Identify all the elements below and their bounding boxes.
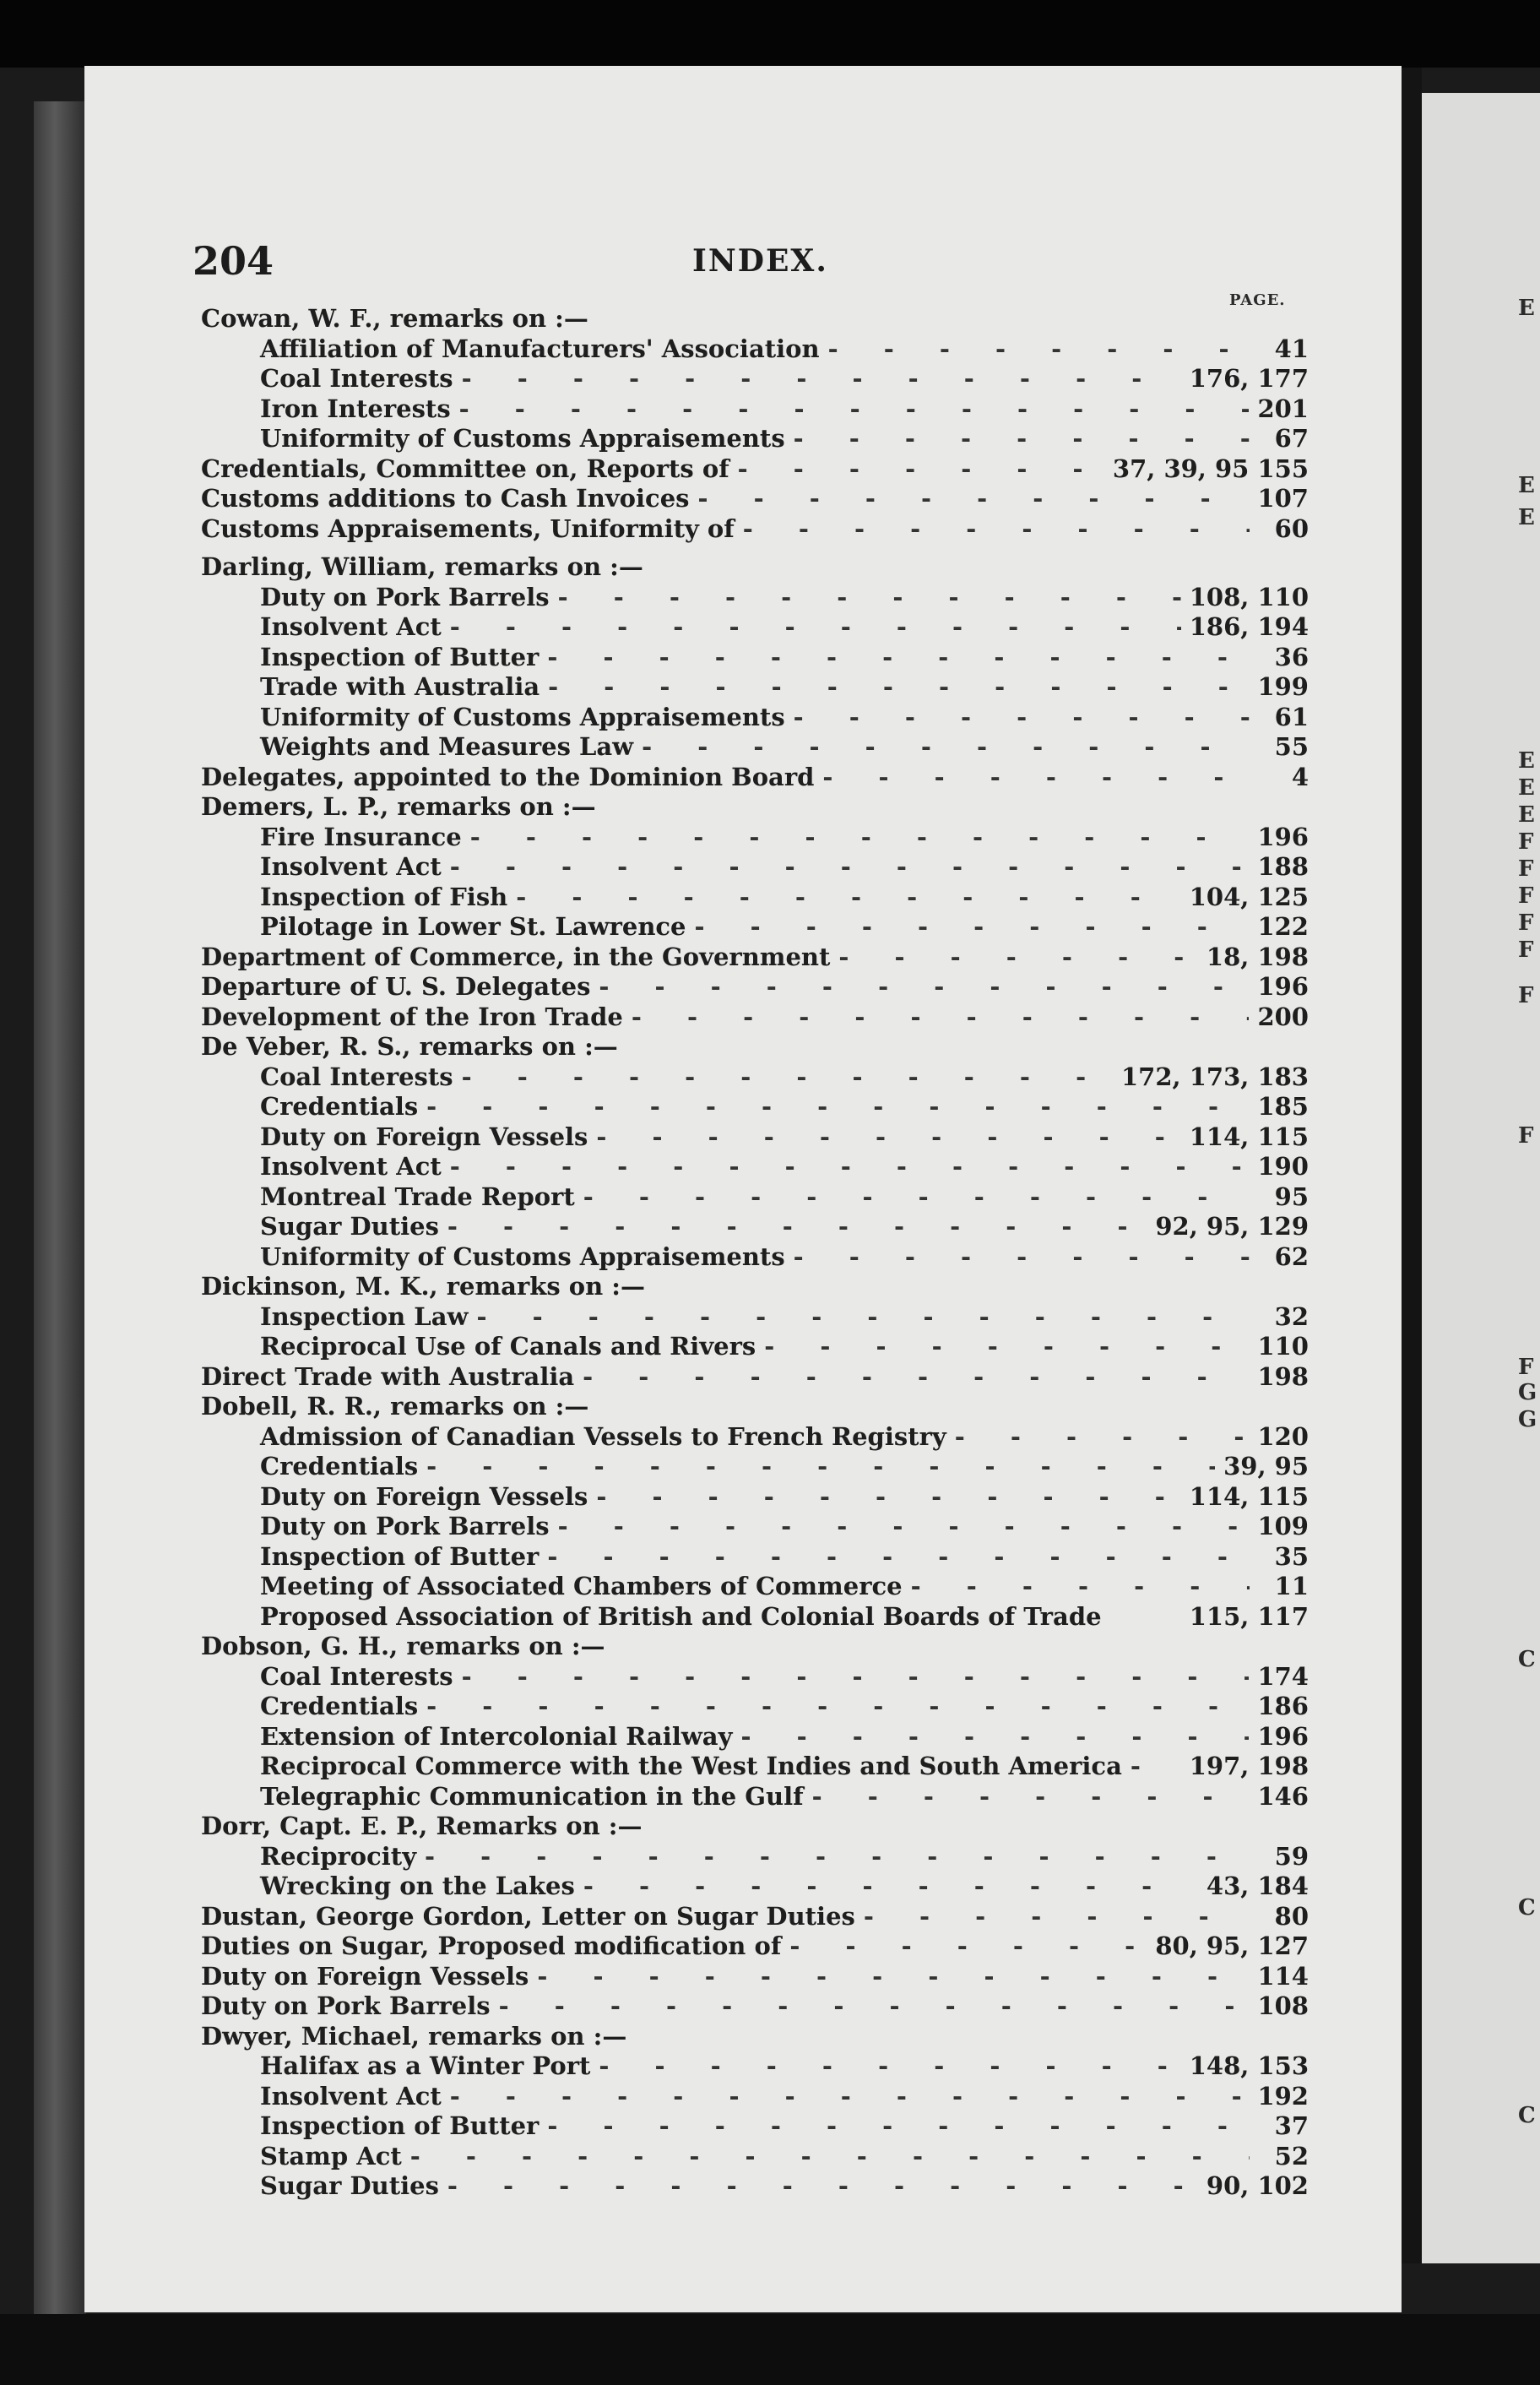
dot-leader bbox=[794, 703, 1250, 731]
entry-page-refs: 61 bbox=[1274, 702, 1309, 731]
entry-page-refs: 114 bbox=[1257, 1961, 1309, 1991]
index-subentry bbox=[201, 424, 1309, 454]
index-subentry bbox=[201, 612, 1309, 643]
index-subentry bbox=[201, 1662, 1309, 1692]
dot-leader bbox=[547, 2111, 1250, 2140]
facing-page-letter: F bbox=[1518, 856, 1534, 882]
dot-leader bbox=[499, 1991, 1250, 2020]
entry-label: Admission of Canadian Vessels to French Registry bbox=[260, 1421, 946, 1451]
index-subentry bbox=[201, 1302, 1309, 1333]
entry-page-refs: 201 bbox=[1257, 394, 1309, 423]
index-entry bbox=[201, 1812, 1309, 1842]
index-list bbox=[201, 304, 1309, 2202]
index-subentry bbox=[201, 1512, 1309, 1542]
index-subentry bbox=[201, 334, 1309, 365]
facing-page-letter: G bbox=[1518, 1380, 1537, 1405]
entry-page-refs: 196 bbox=[1257, 1721, 1309, 1751]
index-subentry bbox=[201, 732, 1309, 763]
entry-page-refs: 172, 173, 183 bbox=[1121, 1062, 1309, 1091]
entry-label: Credentials bbox=[260, 1452, 419, 1480]
entry-label: Sugar Duties bbox=[260, 2171, 439, 2200]
index-entry bbox=[201, 1392, 1309, 1422]
entry-page-refs: 62 bbox=[1274, 1241, 1309, 1271]
dot-leader bbox=[838, 943, 1198, 971]
entry-label: Coal Interests bbox=[260, 364, 453, 393]
entry-page-refs: 43, 184 bbox=[1206, 1872, 1309, 1900]
index-entry bbox=[201, 552, 1309, 583]
dot-leader bbox=[426, 1092, 1249, 1121]
dot-leader bbox=[583, 1362, 1249, 1391]
dot-leader bbox=[632, 1002, 1250, 1031]
index-subentry bbox=[201, 1752, 1309, 1782]
entry-label: Iron Interests bbox=[260, 394, 451, 423]
dot-leader bbox=[450, 612, 1181, 641]
entry-label: Meeting of Associated Chambers of Commerce bbox=[260, 1572, 903, 1600]
facing-page-letter: F bbox=[1518, 883, 1534, 909]
facing-page-letter: E bbox=[1518, 802, 1535, 828]
index-entry bbox=[201, 1002, 1309, 1033]
dot-leader bbox=[822, 763, 1250, 791]
entry-label: Cowan, W. F., remarks on :— bbox=[201, 304, 588, 333]
index-subentry bbox=[201, 1842, 1309, 1872]
index-subentry bbox=[201, 1422, 1309, 1453]
entry-page-refs: 95 bbox=[1274, 1182, 1309, 1211]
entry-label: Trade with Australia bbox=[260, 672, 540, 701]
entry-page-refs: 32 bbox=[1274, 1301, 1309, 1331]
dot-leader bbox=[558, 1512, 1250, 1540]
entry-label: Department of Commerce, in the Government bbox=[201, 942, 831, 971]
facing-page-letter: E bbox=[1518, 775, 1535, 801]
index-subentry bbox=[201, 1242, 1309, 1273]
entry-label: Weights and Measures Law bbox=[260, 732, 634, 761]
entry-page-refs: 174 bbox=[1257, 1661, 1309, 1691]
scan-top-border bbox=[0, 0, 1540, 68]
entry-page-refs: 52 bbox=[1274, 2141, 1309, 2170]
entry-page-refs: 120 bbox=[1257, 1421, 1309, 1451]
entry-label: Coal Interests bbox=[260, 1661, 453, 1691]
scan-bottom-border bbox=[0, 2314, 1540, 2385]
index-subentry bbox=[201, 2051, 1309, 2082]
entry-page-refs: 59 bbox=[1274, 1841, 1309, 1871]
entry-page-refs: 114, 115 bbox=[1189, 1122, 1309, 1151]
index-subentry bbox=[201, 2171, 1309, 2202]
entry-page-refs: 196 bbox=[1257, 972, 1309, 1001]
entry-label: Halifax as a Winter Port bbox=[260, 2051, 591, 2080]
dot-leader bbox=[462, 364, 1181, 393]
entry-label: Darling, William, remarks on :— bbox=[201, 552, 643, 581]
page-column-heading: PAGE. bbox=[1229, 291, 1286, 309]
entry-label: Insolvent Act bbox=[260, 612, 442, 641]
entry-label: Inspection Law bbox=[260, 1301, 469, 1331]
index-entry bbox=[201, 1962, 1309, 1992]
facing-page-letter: F bbox=[1518, 937, 1534, 963]
entry-page-refs: 122 bbox=[1257, 912, 1309, 941]
dot-leader bbox=[789, 1931, 1147, 1960]
dot-leader bbox=[864, 1902, 1250, 1931]
entry-page-refs: 115, 117 bbox=[1189, 1601, 1309, 1631]
entry-page-refs: 104, 125 bbox=[1189, 882, 1309, 911]
index-subentry bbox=[201, 2082, 1309, 2112]
entry-label: Insolvent Act bbox=[260, 852, 442, 881]
dot-leader bbox=[599, 2051, 1180, 2080]
entry-page-refs: 188 bbox=[1257, 852, 1309, 881]
entry-label: Duty on Pork Barrels bbox=[260, 1512, 550, 1540]
entry-page-refs: 196 bbox=[1257, 822, 1309, 851]
entry-page-refs: 92, 95, 129 bbox=[1155, 1212, 1309, 1241]
entry-label: Dwyer, Michael, remarks on :— bbox=[201, 2021, 627, 2051]
dot-leader bbox=[459, 394, 1250, 423]
dot-leader bbox=[583, 1872, 1198, 1900]
entry-page-refs: 80, 95, 127 bbox=[1155, 1931, 1309, 1960]
dot-leader bbox=[547, 643, 1250, 671]
dot-leader bbox=[596, 1122, 1180, 1151]
entry-page-refs: 80 bbox=[1274, 1901, 1309, 1931]
entry-label: Fire Insurance bbox=[260, 822, 462, 851]
facing-page-letter: C bbox=[1518, 1647, 1536, 1672]
dot-leader bbox=[476, 1302, 1250, 1331]
entry-page-refs: 200 bbox=[1257, 1002, 1309, 1031]
entry-label: Dobell, R. R., remarks on :— bbox=[201, 1392, 589, 1421]
index-subentry bbox=[201, 1062, 1309, 1093]
entry-page-refs: 60 bbox=[1274, 513, 1309, 543]
entry-label: Wrecking on the Lakes bbox=[260, 1872, 575, 1900]
entry-label: Departure of U. S. Delegates bbox=[201, 972, 591, 1001]
entry-page-refs: 90, 102 bbox=[1206, 2171, 1309, 2200]
dot-leader bbox=[447, 1212, 1147, 1241]
entry-page-refs: 4 bbox=[1291, 762, 1309, 791]
dot-leader bbox=[697, 484, 1249, 513]
entry-label: Credentials bbox=[260, 1092, 419, 1121]
index-entry bbox=[201, 763, 1309, 793]
entry-label: Demers, L. P., remarks on :— bbox=[201, 792, 596, 821]
dot-leader bbox=[955, 1422, 1250, 1451]
facing-page-letter: E bbox=[1518, 505, 1535, 530]
facing-page-letter: F bbox=[1518, 1123, 1534, 1149]
entry-label: Customs additions to Cash Invoices bbox=[201, 484, 690, 513]
dot-leader bbox=[462, 1062, 1113, 1091]
entry-label: Coal Interests bbox=[260, 1062, 453, 1091]
facing-page-edge bbox=[1422, 93, 1540, 2263]
entry-label: Customs Appraisements, Uniformity of bbox=[201, 513, 735, 543]
facing-page-letter: E bbox=[1518, 296, 1535, 321]
index-subentry bbox=[201, 1782, 1309, 1812]
entry-page-refs: 148, 153 bbox=[1189, 2051, 1309, 2080]
entry-page-refs: 18, 198 bbox=[1206, 942, 1309, 971]
entry-page-refs: 55 bbox=[1274, 732, 1309, 761]
dot-leader bbox=[794, 1242, 1250, 1271]
facing-page-letter: F bbox=[1518, 829, 1534, 855]
entry-label: Inspection of Butter bbox=[260, 2111, 540, 2140]
index-entry bbox=[201, 943, 1309, 973]
entry-label: Inspection of Fish bbox=[260, 882, 508, 911]
index-entry bbox=[201, 454, 1309, 485]
index-entry bbox=[201, 792, 1309, 823]
dot-leader bbox=[426, 1452, 1215, 1480]
index-subentry bbox=[201, 1602, 1309, 1633]
index-subentry bbox=[201, 672, 1309, 703]
facing-page-letter: G bbox=[1518, 1407, 1537, 1432]
entry-page-refs: 197, 198 bbox=[1189, 1752, 1309, 1780]
facing-page-letter: F bbox=[1518, 1355, 1534, 1380]
index-entry bbox=[201, 1632, 1309, 1662]
dot-leader bbox=[583, 1182, 1250, 1211]
dot-leader bbox=[426, 1692, 1249, 1720]
index-entry bbox=[201, 1032, 1309, 1062]
facing-page-letter: E bbox=[1518, 473, 1535, 498]
index-entry bbox=[201, 514, 1309, 545]
index-subentry bbox=[201, 364, 1309, 394]
index-subentry bbox=[201, 1212, 1309, 1242]
dot-leader bbox=[695, 912, 1250, 941]
dot-leader bbox=[548, 672, 1249, 701]
dot-leader bbox=[740, 1722, 1249, 1751]
dot-leader bbox=[410, 2142, 1250, 2170]
book-spine bbox=[34, 101, 86, 2314]
entry-page-refs: 108, 110 bbox=[1189, 582, 1309, 611]
entry-page-refs: 11 bbox=[1274, 1572, 1309, 1600]
index-entry bbox=[201, 972, 1309, 1002]
entry-label: Inspection of Butter bbox=[260, 1541, 540, 1571]
entry-label: Duty on Foreign Vessels bbox=[260, 1122, 588, 1151]
entry-label: Insolvent Act bbox=[260, 1152, 442, 1181]
index-subentry bbox=[201, 703, 1309, 733]
dot-leader bbox=[599, 972, 1249, 1001]
entry-page-refs: 107 bbox=[1257, 484, 1309, 513]
entry-page-refs: 192 bbox=[1257, 2081, 1309, 2111]
index-subentry bbox=[201, 912, 1309, 943]
page-gutter bbox=[1402, 68, 1422, 2263]
entry-label: Inspection of Butter bbox=[260, 642, 540, 671]
entry-label: Pilotage in Lower St. Lawrence bbox=[260, 912, 686, 941]
entry-label: Dorr, Capt. E. P., Remarks on :— bbox=[201, 1812, 643, 1840]
dot-leader bbox=[738, 454, 1104, 483]
entry-label: Delegates, appointed to the Dominion Board bbox=[201, 762, 815, 791]
index-subentry bbox=[201, 1182, 1309, 1213]
dot-leader bbox=[911, 1572, 1250, 1600]
index-subentry bbox=[201, 1722, 1309, 1752]
dot-leader bbox=[764, 1332, 1249, 1361]
entry-label: Sugar Duties bbox=[260, 1212, 439, 1241]
entry-label: Affiliation of Manufacturers' Association bbox=[260, 334, 820, 363]
facing-page-letter: E bbox=[1518, 748, 1535, 774]
entry-page-refs: 110 bbox=[1257, 1332, 1309, 1361]
index-subentry bbox=[201, 1542, 1309, 1573]
index-subentry bbox=[201, 643, 1309, 673]
index-entry bbox=[201, 1272, 1309, 1302]
index-entry bbox=[201, 2022, 1309, 2052]
index-subentry bbox=[201, 1482, 1309, 1513]
index-subentry bbox=[201, 883, 1309, 913]
dot-leader bbox=[558, 583, 1181, 611]
entry-label: Development of the Iron Trade bbox=[201, 1002, 623, 1031]
entry-page-refs: 35 bbox=[1274, 1541, 1309, 1571]
entry-label: Credentials, Committee on, Reports of bbox=[201, 454, 729, 483]
dot-leader bbox=[425, 1842, 1250, 1871]
index-subentry bbox=[201, 1332, 1309, 1362]
index-entry bbox=[201, 1902, 1309, 1932]
index-subentry bbox=[201, 1572, 1309, 1602]
entry-label: Stamp Act bbox=[260, 2141, 402, 2170]
running-head: INDEX. bbox=[692, 243, 828, 279]
entry-page-refs: 108 bbox=[1257, 1991, 1309, 2020]
entry-page-refs: 185 bbox=[1257, 1092, 1309, 1121]
entry-label: Dobson, G. H., remarks on :— bbox=[201, 1632, 605, 1660]
index-entry bbox=[201, 1362, 1309, 1393]
dot-leader bbox=[450, 1152, 1250, 1181]
entry-page-refs: 146 bbox=[1257, 1781, 1309, 1811]
index-subentry bbox=[201, 1452, 1309, 1482]
entry-label: Reciprocity bbox=[260, 1841, 417, 1871]
dot-leader bbox=[743, 514, 1250, 543]
entry-page-refs: 41 bbox=[1274, 334, 1309, 363]
entry-page-refs: 37 bbox=[1274, 2111, 1309, 2140]
index-subentry bbox=[201, 823, 1309, 853]
entry-page-refs: 176, 177 bbox=[1189, 364, 1309, 393]
entry-page-refs: 36 bbox=[1274, 642, 1309, 671]
entry-label: Uniformity of Customs Appraisements bbox=[260, 1241, 785, 1271]
dot-leader bbox=[642, 732, 1250, 761]
entry-page-refs: 190 bbox=[1257, 1152, 1309, 1181]
dot-leader bbox=[447, 2171, 1198, 2200]
entry-label: Duty on Pork Barrels bbox=[260, 582, 550, 611]
entry-label: Duties on Sugar, Proposed modification of bbox=[201, 1931, 782, 1960]
entry-page-refs: 109 bbox=[1257, 1512, 1309, 1540]
entry-page-refs: 67 bbox=[1274, 424, 1309, 453]
entry-label: Reciprocal Use of Canals and Rivers bbox=[260, 1332, 756, 1361]
facing-page-letter: C bbox=[1518, 1895, 1536, 1920]
facing-page-letter: C bbox=[1518, 2103, 1536, 2128]
dot-leader bbox=[547, 1542, 1250, 1571]
entry-label: Proposed Association of British and Colonial Boards of Trade bbox=[260, 1601, 1102, 1631]
entry-page-refs: 198 bbox=[1257, 1361, 1309, 1391]
entry-page-refs: 199 bbox=[1257, 672, 1309, 701]
index-subentry bbox=[201, 1152, 1309, 1182]
index-subentry bbox=[201, 1122, 1309, 1153]
page-number: 204 bbox=[192, 238, 274, 284]
index-entry bbox=[201, 1931, 1309, 1962]
entry-page-refs: 114, 115 bbox=[1189, 1481, 1309, 1511]
dot-leader bbox=[450, 852, 1250, 881]
index-entry bbox=[201, 484, 1309, 514]
entry-label: Telegraphic Communication in the Gulf bbox=[260, 1781, 804, 1811]
entry-label: Insolvent Act bbox=[260, 2081, 442, 2111]
entry-label: Uniformity of Customs Appraisements bbox=[260, 702, 785, 731]
entry-page-refs: 39, 95 bbox=[1223, 1452, 1309, 1480]
index-subentry bbox=[201, 1692, 1309, 1722]
index-subentry bbox=[201, 2111, 1309, 2142]
dot-leader bbox=[812, 1782, 1250, 1811]
entry-page-refs: 186 bbox=[1257, 1692, 1309, 1720]
entry-label: Reciprocal Commerce with the West Indies and South America bbox=[260, 1752, 1122, 1780]
facing-page-letter: F bbox=[1518, 910, 1534, 936]
entry-label: Direct Trade with Australia bbox=[201, 1361, 575, 1391]
entry-label: De Veber, R. S., remarks on :— bbox=[201, 1032, 618, 1061]
index-subentry bbox=[201, 1872, 1309, 1902]
index-subentry bbox=[201, 1092, 1309, 1122]
entry-page-refs: 186, 194 bbox=[1189, 612, 1309, 641]
dot-leader bbox=[516, 883, 1181, 911]
entry-label: Duty on Foreign Vessels bbox=[260, 1481, 588, 1511]
entry-label: Dustan, George Gordon, Letter on Sugar Duties bbox=[201, 1901, 855, 1931]
entry-label: Uniformity of Customs Appraisements bbox=[260, 424, 785, 453]
index-subentry bbox=[201, 852, 1309, 883]
index-subentry bbox=[201, 2142, 1309, 2172]
dot-leader bbox=[1131, 1752, 1181, 1780]
entry-label: Duty on Foreign Vessels bbox=[201, 1961, 529, 1991]
entry-label: Duty on Pork Barrels bbox=[201, 1991, 491, 2020]
entry-label: Extension of Intercolonial Railway bbox=[260, 1721, 733, 1751]
dot-leader bbox=[462, 1662, 1250, 1691]
dot-leader bbox=[828, 334, 1250, 363]
entry-page-refs: 37, 39, 95 155 bbox=[1112, 454, 1309, 483]
dot-leader bbox=[537, 1962, 1249, 1991]
entry-label: Credentials bbox=[260, 1692, 419, 1720]
dot-leader bbox=[794, 424, 1250, 453]
index-entry bbox=[201, 1991, 1309, 2022]
dot-leader bbox=[470, 823, 1250, 851]
entry-label: Dickinson, M. K., remarks on :— bbox=[201, 1272, 645, 1301]
dot-leader bbox=[450, 2082, 1250, 2111]
index-subentry bbox=[201, 394, 1309, 425]
entry-label: Montreal Trade Report bbox=[260, 1182, 575, 1211]
facing-page-letter: F bbox=[1518, 983, 1534, 1008]
index-subentry bbox=[201, 583, 1309, 613]
index-entry bbox=[201, 304, 1309, 334]
dot-leader bbox=[596, 1482, 1180, 1511]
